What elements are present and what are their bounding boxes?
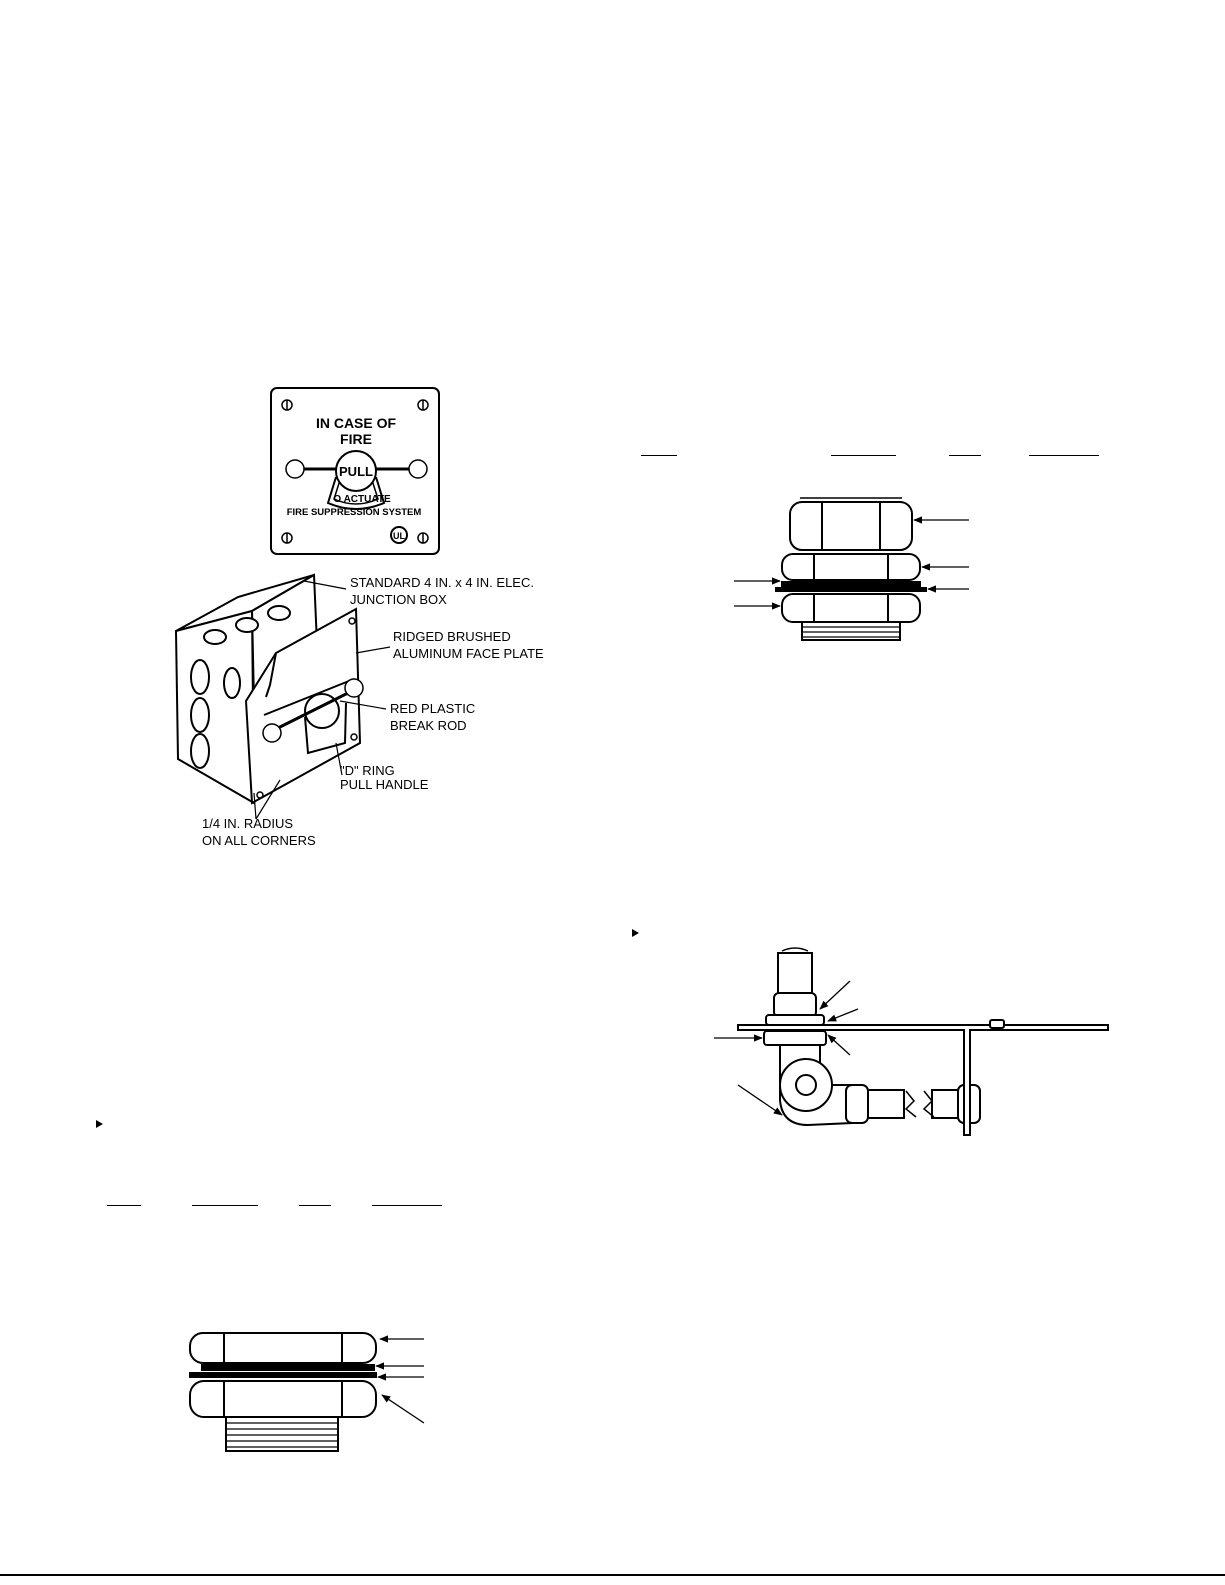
- blank-rule: [107, 1205, 141, 1206]
- blank-rule: [372, 1205, 442, 1206]
- label-break-rod-2: BREAK ROD: [390, 718, 467, 733]
- bullet-marker-icon: [632, 929, 639, 937]
- plate-title-2: FIRE: [340, 431, 372, 447]
- plate-line-3: O ACTUATE: [333, 494, 391, 505]
- label-radius-1: 1/4 IN. RADIUS: [202, 816, 294, 831]
- blank-rule: [299, 1205, 331, 1206]
- label-junction-box-2: JUNCTION BOX: [350, 592, 447, 607]
- label-pull-handle-2: PULL HANDLE: [340, 777, 429, 792]
- blank-rule: [1029, 455, 1099, 456]
- blank-rule: [949, 455, 981, 456]
- blank-rule: [831, 455, 896, 456]
- bullet-marker-icon: [96, 1120, 103, 1128]
- label-junction-box-1: STANDARD 4 IN. x 4 IN. ELEC.: [350, 575, 534, 590]
- face-plate-illustration: [271, 388, 439, 554]
- pull-station-figure: [170, 385, 570, 865]
- bulkhead-fitting-figure-bottom: [180, 1325, 440, 1465]
- svg-text:UL: UL: [393, 531, 405, 541]
- blank-rule: [192, 1205, 258, 1206]
- pull-button-label: PULL: [339, 464, 373, 479]
- label-pull-handle-1: "D" RING: [340, 763, 395, 778]
- blank-rule: [641, 455, 677, 456]
- bulkhead-elbow-figure: [710, 945, 1120, 1155]
- plate-line-4: FIRE SUPPRESSION SYSTEM: [286, 507, 422, 518]
- label-face-plate-2: ALUMINUM FACE PLATE: [393, 646, 544, 661]
- label-radius-2: ON ALL CORNERS: [202, 833, 316, 848]
- arrow-icon: [376, 1339, 424, 1423]
- label-face-plate-1: RIDGED BRUSHED: [393, 629, 511, 644]
- plate-title-1: IN CASE OF: [315, 415, 397, 431]
- bulkhead-fitting-figure-top: [730, 490, 980, 650]
- page-bottom-rule: [0, 1574, 1225, 1576]
- label-break-rod-1: RED PLASTIC: [390, 701, 476, 716]
